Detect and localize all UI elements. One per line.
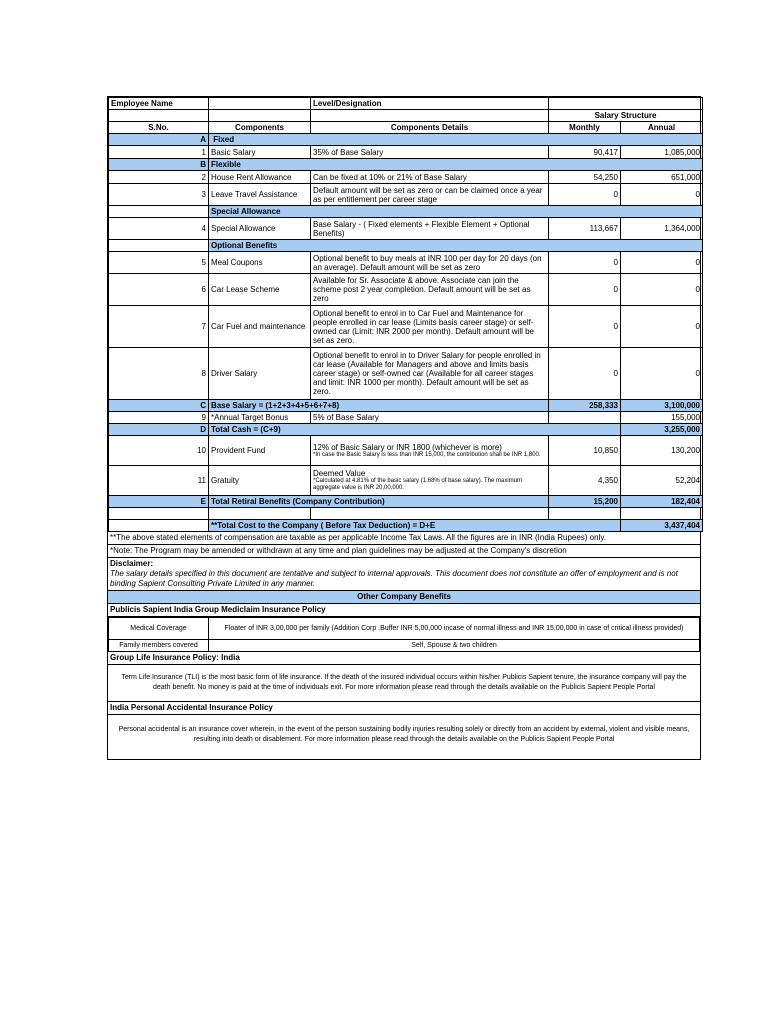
row-no: 7 — [109, 306, 209, 348]
row-component: Driver Salary — [209, 348, 311, 400]
table-row — [109, 146, 703, 159]
row-component: Meal Coupons — [209, 252, 311, 274]
total-e-label: Total Retiral Benefits (Company Contribution) — [209, 496, 549, 508]
program-note: *Note: The Program may be amended or withdrawn at any time and plan guidelines may be adjusted at the Company's discretion — [108, 545, 700, 558]
family-members-label: Family members covered — [109, 640, 209, 652]
row-monthly: 54,250 — [549, 171, 621, 184]
accident-insurance-title: India Personal Accidental Insurance Policy — [108, 702, 700, 715]
salary-structure-row — [109, 110, 703, 122]
row-no: 11 — [109, 466, 209, 496]
pf-details: 12% of Basic Salary or INR 1800 (whichever is more) — [313, 442, 502, 452]
row-monthly: 10,850 — [549, 436, 621, 466]
row-details: Default amount will be set as zero or can be claimed once a year as per entitlement per career stage — [311, 184, 549, 206]
row-details: Optional benefit to enrol in to Driver Salary for people enrolled in car lease (Available for Managers and above and limits basis career stage) or self-owned car (Available for all career stages and limit: INR 1000 per month). Default amount will be set as zero. — [311, 348, 549, 400]
total-c-row — [109, 400, 703, 412]
section-a-row — [109, 134, 703, 146]
medical-coverage-label: Medical Coverage — [109, 618, 209, 640]
col-sno: S.No. — [109, 122, 209, 134]
disclaimer-text: The salary details specified in this document are tentative and subject to internal approvals. This document does not constitute an offer of employment and is not binding Sapient Consulting Private Limited in any manner. — [110, 569, 678, 588]
row-component: Provident Fund — [209, 436, 311, 466]
ctc-label: **Total Cost to the Company ( Before Tax Deduction) = D+E — [209, 520, 621, 532]
employee-name-value — [209, 98, 311, 110]
row-no: 1 — [109, 146, 209, 159]
salary-table — [108, 97, 703, 532]
optional-benefits-section-row — [109, 240, 703, 252]
total-c-code: C — [109, 400, 209, 412]
family-members-row — [109, 640, 700, 652]
section-b-row — [109, 159, 703, 171]
gratuity-row — [109, 466, 703, 496]
total-c-label: Base Salary = (1+2+3+4+5+6+7+8) — [209, 400, 549, 412]
row-details — [311, 436, 549, 466]
row-annual: 0 — [621, 252, 703, 274]
accident-insurance-text: Personal accidental is an insurance cover wherein, in the event of the person sustaining bodily injuries resulting solely or directly from an accident by external, violent and visible means, resulting into death or disablement. For more information please read through the details available on the Publicis Sapient People Portal — [118, 726, 690, 743]
disclaimer-title: Disclaimer: — [110, 559, 154, 568]
row-annual: 0 — [621, 184, 703, 206]
row-annual: 155,000 — [621, 412, 703, 424]
row-details: 35% of Base Salary — [311, 146, 549, 159]
row-details: Available for Sr. Associate & above. Associate can join the scheme post 2 year completion. Default amount will be set as zero — [311, 274, 549, 306]
column-header-row — [109, 122, 703, 134]
row-details: Optional benefit to buy meals at INR 100 per day for 20 days (on an average). Default amount will be set as zero — [311, 252, 549, 274]
mediclaim-table — [108, 617, 700, 652]
life-insurance-title: Group Life Insurance Policy: India — [108, 652, 700, 665]
row-no: 10 — [109, 436, 209, 466]
row-annual: 0 — [621, 306, 703, 348]
row-annual: 52,204 — [621, 466, 703, 496]
row-component: *Annual Target Bonus — [209, 412, 311, 424]
row-monthly: 0 — [549, 348, 621, 400]
pf-row — [109, 436, 703, 466]
salary-sheet — [107, 96, 701, 760]
row-annual: 651,000 — [621, 171, 703, 184]
mediclaim-title: Publicis Sapient India Group Mediclaim Insurance Policy — [108, 604, 700, 617]
row-component: Basic Salary — [209, 146, 311, 159]
gratuity-details: Deemed Value — [313, 469, 366, 478]
row-no: 8 — [109, 348, 209, 400]
row-component: Car Lease Scheme — [209, 274, 311, 306]
row-component: Special Allowance — [209, 218, 311, 240]
total-c-monthly: 258,333 — [549, 400, 621, 412]
row-monthly: 0 — [549, 184, 621, 206]
gratuity-note: *Calculated at 4.81% of the basic salary (1.68% of base salary). The maximum aggregate value is INR 20,00,000. — [313, 478, 522, 491]
col-monthly: Monthly — [549, 122, 621, 134]
row-monthly: 113,667 — [549, 218, 621, 240]
row-component: Car Fuel and maintenance — [209, 306, 311, 348]
table-row — [109, 348, 703, 400]
section-a-label: Fixed — [209, 134, 703, 146]
section-b-code: B — [109, 159, 209, 171]
row-component: House Rent Allowance — [209, 171, 311, 184]
table-row — [109, 171, 703, 184]
life-insurance-text: Term Life Insurance (TLI) is the most basic form of life insurance. If the death of the insured individual occurs within his/her Publicis Sapient tenure, the insurance company will pay the death benefit. No money is paid at the time of individuals exit. For more information please read through the details available on the Publicis Sapient People Portal — [108, 665, 700, 702]
section-a-code: A — [109, 134, 209, 146]
row-component: Gratuity — [209, 466, 311, 496]
row-details: 5% of Base Salary — [311, 412, 549, 424]
table-row — [109, 184, 703, 206]
header-row — [109, 98, 703, 110]
total-e-monthly: 15,200 — [549, 496, 621, 508]
total-e-annual: 182,404 — [621, 496, 703, 508]
row-details — [311, 466, 549, 496]
row-annual: 1,364,000 — [621, 218, 703, 240]
row-details: Base Salary - ( Fixed elements + Flexible Element + Optional Benefits) — [311, 218, 549, 240]
family-members-value: Self, Spouse & two children — [209, 640, 700, 652]
row-annual: 0 — [621, 274, 703, 306]
col-components: Components — [209, 122, 311, 134]
medical-coverage-row — [109, 618, 700, 640]
row-no: 4 — [109, 218, 209, 240]
col-details: Components Details — [311, 122, 549, 134]
table-row — [109, 274, 703, 306]
row-monthly: 0 — [549, 252, 621, 274]
total-c-annual: 3,100,000 — [621, 400, 703, 412]
row-no: 5 — [109, 252, 209, 274]
total-d-annual: 3,255,000 — [621, 424, 703, 436]
row-monthly: 0 — [549, 274, 621, 306]
row-monthly: 4,350 — [549, 466, 621, 496]
taxable-note: **The above stated elements of compensation are taxable as per applicable Income Tax Laws. All the figures are in INR (India Rupees) only. — [108, 532, 700, 545]
bonus-row — [109, 412, 703, 424]
ctc-row — [109, 520, 703, 532]
salary-structure-label: Salary Structure — [549, 110, 703, 122]
table-row — [109, 252, 703, 274]
other-benefits-title: Other Company Benefits — [108, 591, 700, 604]
col-annual: Annual — [621, 122, 703, 134]
level-label: Level/Designation — [311, 98, 549, 110]
row-no: 6 — [109, 274, 209, 306]
row-details: Optional benefit to enrol in to Car Fuel and Maintenance for people enrolled in car lease (Limits basis career stage) or self-owned car (Limit: INR 2000 per month). Default amount will be set as zero. — [311, 306, 549, 348]
row-annual: 1,085,000 — [621, 146, 703, 159]
total-d-label: Total Cash = (C+9) — [209, 424, 621, 436]
level-value — [549, 98, 703, 110]
row-monthly: 90,417 — [549, 146, 621, 159]
empty-row — [109, 508, 703, 520]
section-b-label: Flexible — [209, 159, 703, 171]
row-no: 3 — [109, 184, 209, 206]
special-allowance-section-row — [109, 206, 703, 218]
total-e-row — [109, 496, 703, 508]
ctc-annual: 3,437,404 — [621, 520, 703, 532]
row-no: 9 — [109, 412, 209, 424]
employee-name-label: Employee Name — [109, 98, 209, 110]
row-monthly: 0 — [549, 306, 621, 348]
pf-note: *In case the Basic Salary is less than INR 15,000, the contribution shall be INR 1,800. — [313, 451, 541, 458]
row-annual: 130,200 — [621, 436, 703, 466]
disclaimer — [108, 558, 700, 591]
optional-benefits-label: Optional Benefits — [209, 240, 703, 252]
total-d-row — [109, 424, 703, 436]
special-allowance-label: Special Allowance — [209, 206, 703, 218]
medical-coverage-value: Floater of INR 3,00,000 per family (Addition Corp .Buffer INR 5,00,000 incase of normal illness and INR 15,00,000 in case of critical illness provided) — [209, 618, 700, 640]
row-component: Leave Travel Assistance — [209, 184, 311, 206]
row-no: 2 — [109, 171, 209, 184]
table-row — [109, 306, 703, 348]
table-row — [109, 218, 703, 240]
total-e-code: E — [109, 496, 209, 508]
row-annual: 0 — [621, 348, 703, 400]
total-d-code: D — [109, 424, 209, 436]
row-details: Can be fixed at 10% or 21% of Base Salary — [311, 171, 549, 184]
